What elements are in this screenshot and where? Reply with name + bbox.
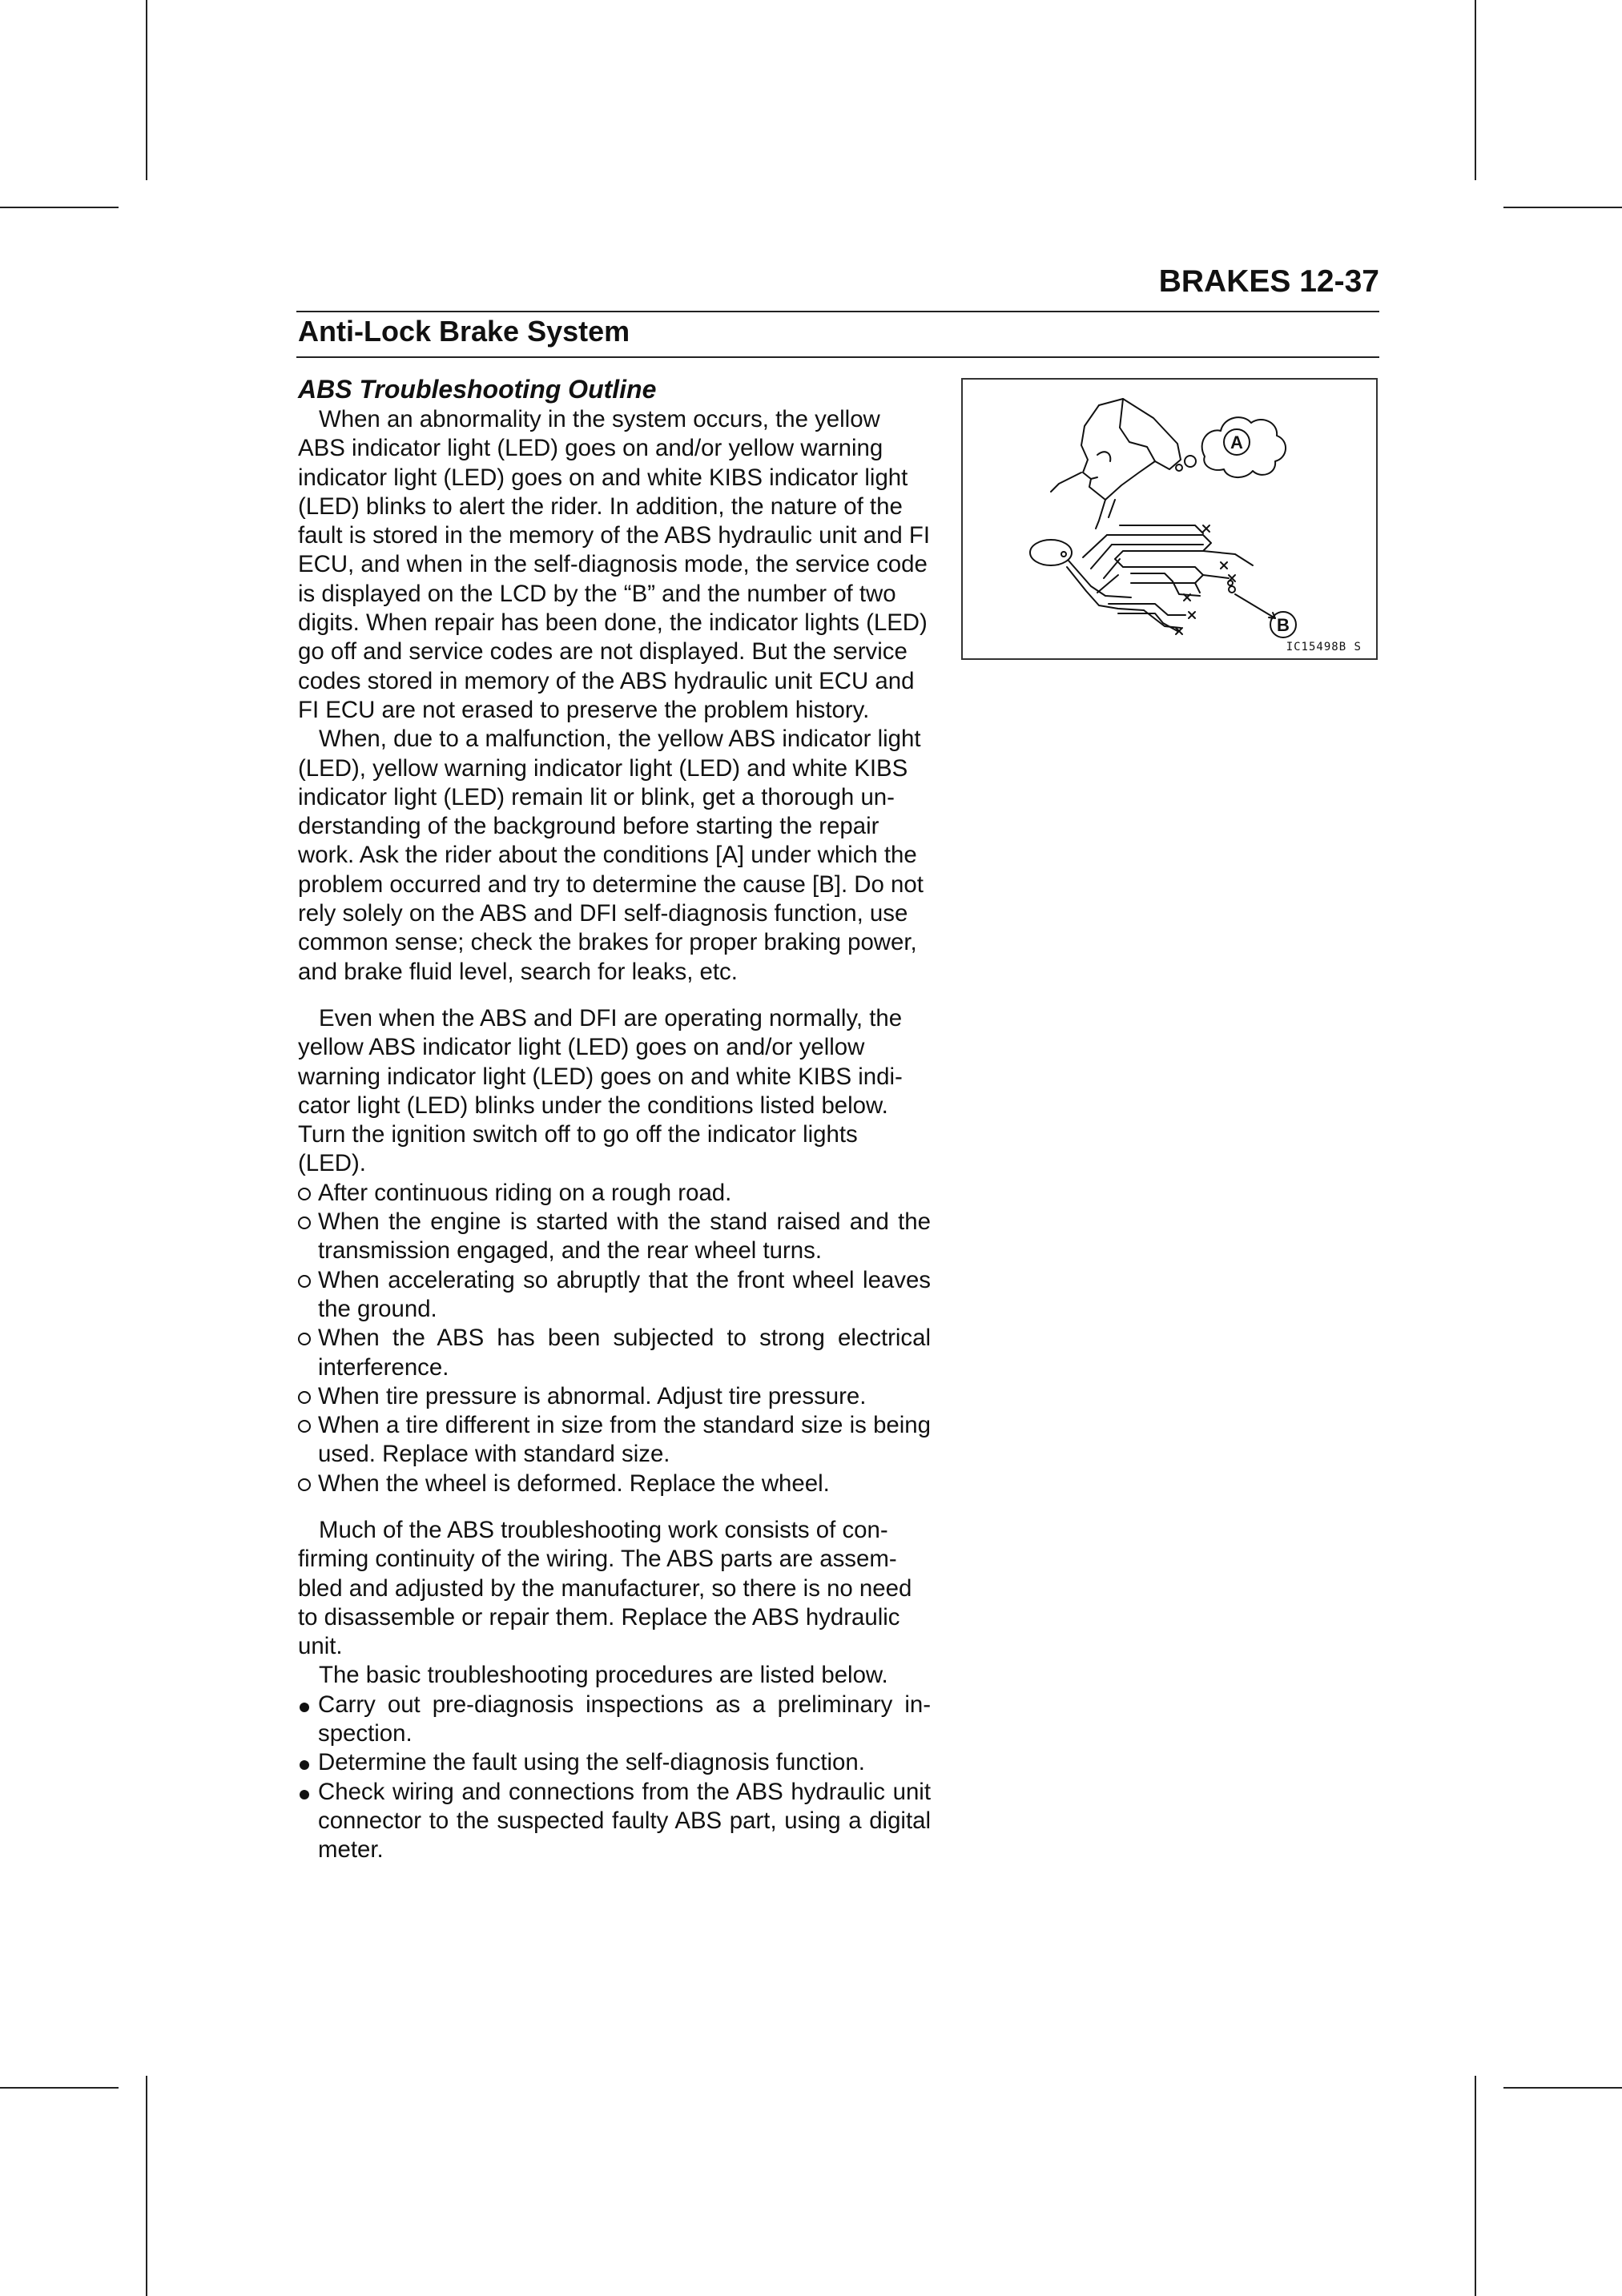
list-item: When accelerating so abruptly that the front wheel leaves the ground.	[298, 1266, 931, 1325]
callout-a-label: A	[1230, 432, 1243, 452]
brake-piping-diagram	[1030, 525, 1253, 634]
bullet-icon	[300, 1760, 309, 1770]
crop-mark	[1503, 207, 1622, 208]
crop-mark	[1475, 2076, 1476, 2296]
paragraph: Even when the ABS and DFI are operating normally, the yellow ABS indicator light (LED) goes on and/or yellow warning indicator light (LED) goes on and white KIBS indi-cator light (LED) blinks under the conditions listed below. Turn the ignition switch off to go off the indicator lights (LED).	[298, 1004, 903, 1177]
figure-rider-and-brake-diagram	[961, 378, 1378, 660]
circle-bullet-icon	[298, 1188, 311, 1200]
paragraph: When an abnormality in the system occurs, the yellow ABS indicator light (LED) goes on and/or yellow warning indicator light (LED) goes on and white KIBS indicator light (LED) blinks to alert the rider. In addition, the nature of the fault is stored in the memory of the ABS hydraulic unit and FI ECU, and when in the self-diagnosis mode, the service code is displayed on the LCD by the “B” and the number of two digits. When repair has been done, the indicator lights (LED) go off and service codes are not displayed. But the service codes stored in memory of the ABS hydraulic unit ECU and FI ECU are not erased to preserve the problem history.	[298, 406, 931, 723]
bullet-icon	[300, 1703, 309, 1712]
circle-bullet-icon	[298, 1333, 311, 1345]
list-item: When tire pressure is abnormal. Adjust tire pressure.	[298, 1382, 931, 1411]
illustration	[963, 380, 1379, 661]
list-item: After continuous riding on a rough road.	[298, 1179, 931, 1208]
paragraph: When, due to a malfunction, the yellow ABS indicator light (LED), yellow warning indicator light (LED) and white KIBS indicator light (LED) remain lit or blink, get a thorough un-derstanding of the background before starting the repair work. Ask the rider about the conditions [A] under which the problem occurred and try to determine the cause [B]. Do not rely solely on the ABS and DFI self-diagnosis function, use common sense; check the brakes for proper braking power, and brake fluid level, search for leaks, etc.	[298, 726, 924, 985]
crop-mark	[0, 2087, 119, 2089]
rider-head-icon	[1051, 399, 1181, 529]
list-item: Check wiring and connections from the ABS hydraulic unit connector to the suspected faulty ABS part, using a digital meter.	[298, 1778, 931, 1865]
crop-mark	[146, 0, 147, 180]
list-item: When the engine is started with the stand raised and the transmission engaged, and the rear wheel turns.	[298, 1208, 931, 1266]
subsection-title: ABS Troubleshooting Outline	[298, 375, 657, 404]
crop-mark	[0, 207, 119, 208]
crop-mark	[1475, 0, 1476, 180]
figure-code: IC15498B S	[1286, 641, 1362, 653]
callout-b-label: B	[1277, 615, 1290, 635]
conditions-list	[298, 1179, 931, 1498]
paragraph: The basic troubleshooting procedures are listed below.	[319, 1662, 888, 1689]
bullet-icon	[300, 1790, 309, 1799]
circle-bullet-icon	[298, 1216, 311, 1229]
section-rule	[296, 356, 1379, 358]
circle-bullet-icon	[298, 1275, 311, 1288]
crop-mark	[1503, 2087, 1622, 2089]
list-item: When a tire different in size from the standard size is being used. Replace with standard size.	[298, 1411, 931, 1470]
running-header: BRAKES 12-37	[1158, 264, 1379, 299]
paragraph: Much of the ABS troubleshooting work consists of con-firming continuity of the wiring. The ABS parts are assem-bled and adjusted by the manufacturer, so there is no need to disassemble or repair them. Replace the ABS hydraulic unit.	[298, 1516, 912, 1660]
list-item: Determine the fault using the self-diagnosis function.	[298, 1748, 931, 1777]
header-rule	[296, 311, 1379, 312]
main-text-column	[298, 373, 931, 1865]
crop-mark	[146, 2076, 147, 2296]
list-item: When the ABS has been subjected to strong electrical interference.	[298, 1324, 931, 1382]
list-item: Carry out pre-diagnosis inspections as a preliminary in-spection.	[298, 1691, 931, 1749]
list-item: When the wheel is deformed. Replace the wheel.	[298, 1470, 931, 1498]
procedures-list	[298, 1691, 931, 1865]
circle-bullet-icon	[298, 1478, 311, 1491]
section-title: Anti-Lock Brake System	[298, 315, 630, 348]
circle-bullet-icon	[298, 1420, 311, 1433]
circle-bullet-icon	[298, 1391, 311, 1404]
